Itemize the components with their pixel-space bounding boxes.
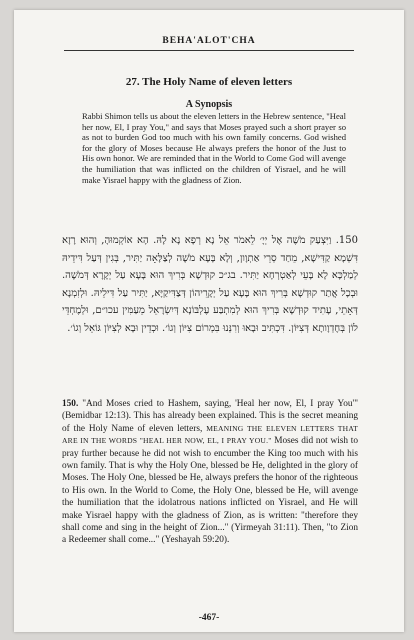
running-header: BEHA'ALOT'CHA	[162, 36, 256, 46]
header-rule	[64, 50, 354, 51]
paragraph-number: 150.	[62, 399, 79, 409]
english-commentary-caps: MEANING THE ELEVEN LETTERS THAT ARE IN THE WORDS "HEAL HER NOW, EL, I PRAY YOU."	[62, 423, 358, 446]
synopsis-heading: A Synopsis	[185, 99, 233, 110]
english-text-part-2: Moses did not wish to pray further because he did not wish to encumber the King too much with his own family. That is why the Holy One, blessed be He, delighted in the glory of Moses. The Holy One, blessed be He, always prefers the honor of the righteous to His own. In the World to Come, the Holy One, blessed be He, will avenge the humiliation that the idolatrous nations inflicted on Yisrael, and He will make Yisrael happy with the gladness of Zion, as is written: "therefore they shall come and sing in the height of Zion..." (Yirmeyah 31:11). Then, "to Zion a Redeemer shall come..." (Yeshayah 59:20).	[62, 436, 359, 546]
english-text-part-1: "And Moses cried to Hashem, saying, 'Heal her now, El, I pray You'" (Bemidbar 12:13). This has already been explained. This is the secret meaning of the Holy Name of eleven letters,	[62, 399, 358, 434]
page-number: -467-	[198, 613, 220, 623]
section-title: 27. The Holy Name of eleven letters	[125, 76, 293, 88]
synopsis-text: Rabbi Shimon tells us about the eleven letters in the Hebrew sentence, "Heal her now, El, I pray You," and says that Moses prayed such a short prayer so as not to burden God too much with his own family concerns. God wished for the glory of Moses because He always prefers the honor of the Just to His own honor. We are reminded that in the World to Come God will avenge the humiliation that was inflicted on the children of Yisrael, and he will make Yisrael happy with the gladness of Zion.	[82, 111, 346, 185]
english-paragraph	[62, 398, 358, 547]
hebrew-paragraph: 150. וַיִּצְעַק מֹשֶׁה אֶל יְיָ׳ לֵאמֹר אֵל נָא רְפָא נָא לָהּ. הָא אוֹקְמוּהָ, וְהוּא רָזָא דִּשְׁמָא קַדִּישָׁא, מֵחַד סְרֵי אַתְוָון, וְלָא בָּעָא מֹשֶׁה לְצַלָּאָה יַתִּיר, בְּגִין דְּעַל דִּידֵיהּ לְמַלְכָּא לָא בָּעֵי לְאַטְרְחָא יַתִּיר. בג״כ קוּדְשָׁא בְּרִיךְ הוּא בָּעָא עַל יְקָרָא דְּמֹשֶׁה. וּבְכָל אֲתַר קוּדְשָׁא בְּרִיךְ הוּא בָּעָא עַל יְקָרֵיהוֹן דְּצַדִּיקַיָּא, יַתִּיר עַל דִּילֵיהּ. וּלְזִמְנָא דְּאָתֵי, עָתִיד קוּדְשָׁא בְּרִיךְ הוּא לְמִתְבַּע עֶלְבּוֹנָא דְּיִשְׂרָאֵל מֵעַמִּין עכו״ם, וּלְמֶחְדֵּי לוֹן בְּחֶדְוָותָא דְּצִיּוֹן. דִּכְתִּיב וּבָאוּ וְרִנְּנוּ בִּמְרוֹם צִיּוֹן וְגוֹ׳. וּכְדֵין וּבָא לְצִיּוֹן גּוֹאֵל וְגוֹ׳.	[62, 235, 358, 334]
book-page	[14, 10, 404, 632]
